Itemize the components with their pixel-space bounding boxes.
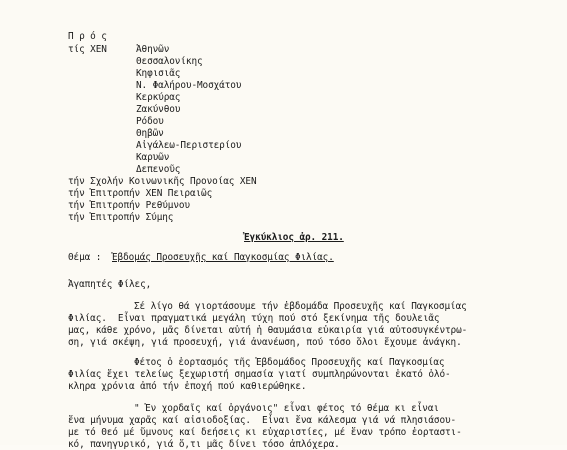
city-thessaloniki: Θεσσαλονίκης (136, 56, 203, 67)
institution-symi: τήν Ἐπιτροπήν Σύμης (68, 212, 174, 223)
city-rodos: Ρόδου (136, 116, 164, 127)
institution-rethymno: τήν Ἐπιτροπήν Ρεθύμνου (68, 200, 190, 211)
city-aigaleo: Αἰγάλεω-Περιστερίου (136, 140, 242, 151)
circular-number: Ἐγκύκλιος ἀρ. 211. (244, 232, 344, 243)
paragraph-line: Φιλίας. Εἶναι πραγματικά μεγάλη τύχη πού στό ξεκίνημα τῆς δουλειᾶς (68, 313, 440, 324)
paragraph-line: ἕνα μήνυμα χαρᾶς καί αἰσιοδοξίας. Εἶναι ἕνα κάλεσμα γιά νά πλησιάσου- (68, 415, 457, 426)
city-karyes: Καρυῶν (136, 152, 170, 163)
city-thiva: Θηβῶν (136, 128, 164, 139)
subject-label: Θέμα : (68, 252, 102, 263)
city-faliro: Ν. Φαλήρου-Μοσχάτου (136, 80, 242, 91)
city-kifisia: Κηφισιᾶς (136, 68, 181, 79)
institution-school: τήν Σχολήν Κοινωνικῆς Προνοίας ΧΕΝ (68, 176, 257, 187)
paragraph-line: ση, γιά σκέψη, γιά προσευχή, γιά ἀνανέωση, πού τόσο ὅλοι ἔχουμε ἀνάγκη. (68, 337, 462, 348)
paragraph-line: κληρα χρόνια ἀπό τήν ἐποχή πού καθιερώθηκε. (68, 381, 307, 392)
subject-text: Ἑβδομάς Προσευχῆς καί Παγκοσμίας Φιλίας. (112, 252, 334, 263)
city-zakynthos: Ζακύνθου (136, 104, 181, 115)
paragraph-line: κό, πανηγυρικό, γιά ὅ,τι μᾶς δίνει τόσο ἁπλόχερα. (68, 439, 340, 450)
paragraph-line: Φέτος ὁ ἑορτασμός τῆς Ἑβδομάδος Προσευχῆς καί Παγκοσμίας (134, 357, 445, 368)
pros-label: Π ρ ό ς (68, 31, 107, 42)
paragraph-line: " Ἐν χορδαῖς καί ὀργάνοις" εἶναι φέτος τό θέμα κι εἶναι (134, 403, 439, 414)
tis-xen-label: τίς ΧΕΝ (68, 44, 107, 55)
paragraph-line: μας, κάθε χρόνο, μᾶς δίνεται αὐτή ἡ θαυμάσια εὐκαιρία γιά αὐτοσυγκέντρω- (68, 325, 468, 336)
city-athens: Ἀθηνῶν (136, 44, 170, 55)
greeting: Ἀγαπητές Φίλες, (68, 279, 152, 290)
city-kerkyra: Κερκύρας (136, 92, 181, 103)
paragraph-line: Φιλίας ἔχει τελείως ξεχωριστή σημασία γιατί συμπληρώνονται ἑκατό ὁλό- (68, 369, 451, 380)
institution-piraeus: τήν Ἐπιτροπήν ΧΕΝ Πειραιῶς (68, 188, 213, 199)
city-depenous: Δεπενοῦς (136, 164, 181, 175)
paragraph-line: Σέ λίγο θά γιορτάσουμε τήν ἑβδομάδα Προσευχῆς καί Παγκοσμίας (134, 301, 467, 312)
paragraph-line: με τό Θεό μέ ὕμνους καί δεήσεις κι εὐχαριστίες, μέ ἕναν τρόπο ἑορταστι- (68, 427, 462, 438)
